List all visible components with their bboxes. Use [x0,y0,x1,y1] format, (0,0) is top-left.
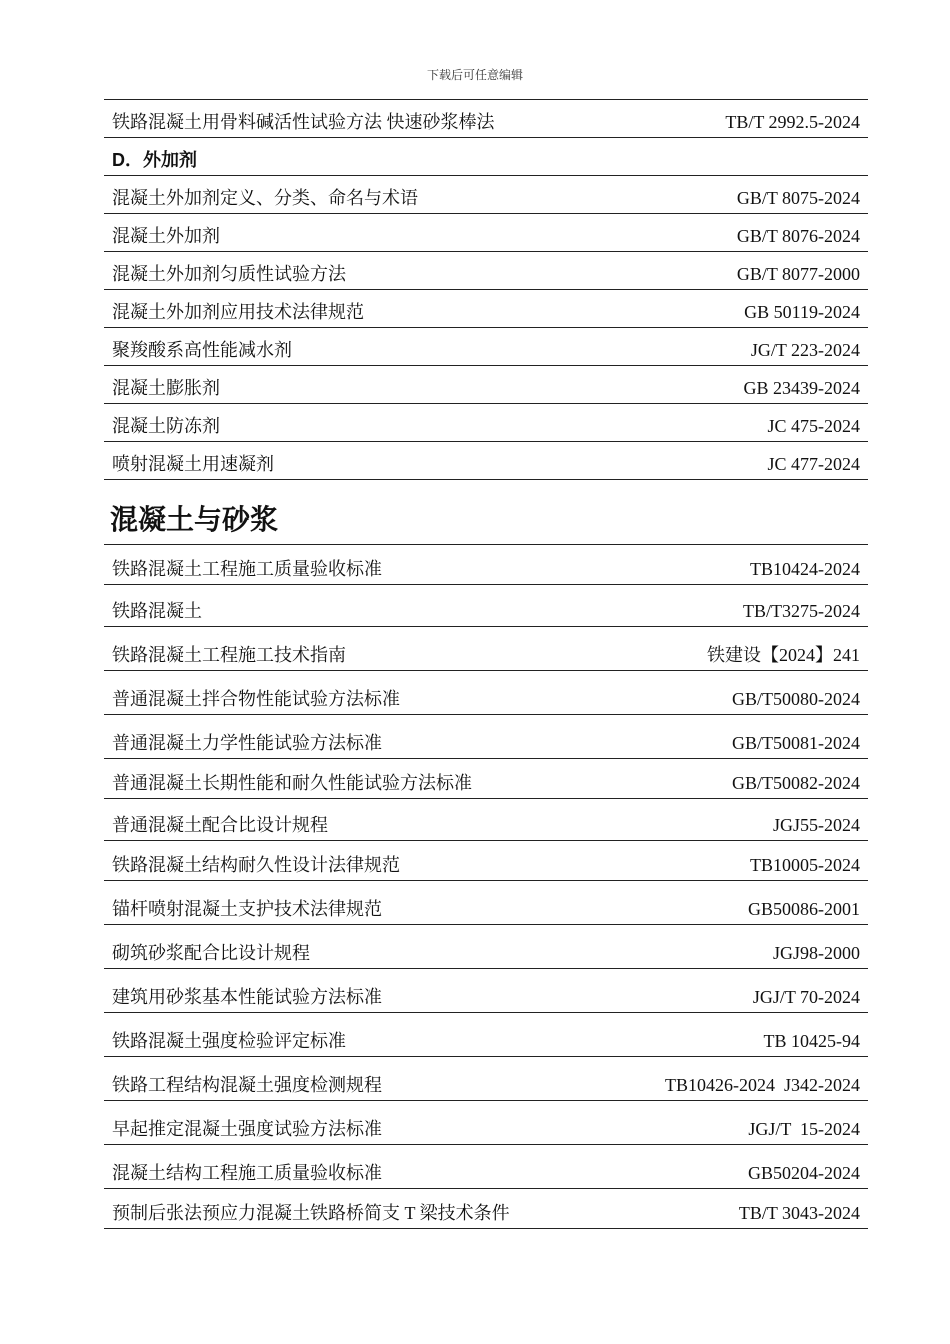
admixture-standards-table [104,99,868,480]
table-row [104,1145,868,1189]
standard-code: TB/T3275-2024 [743,601,860,621]
standard-name: 混凝土外加剂 [112,226,220,246]
table-row [104,969,868,1013]
standard-name: 建筑用砂浆基本性能试验方法标准 [112,987,382,1007]
table-row [104,925,868,969]
table-row [104,442,868,480]
standard-name: 喷射混凝土用速凝剂 [112,454,274,474]
table-row [104,759,868,799]
standard-name: 铁路混凝土工程施工技术指南 [112,645,346,665]
subsection-heading: D．外加剂 [112,150,197,170]
standard-name: 普通混凝土配合比设计规程 [112,815,328,835]
table-row [104,100,868,138]
standard-code: GB/T 8077-2000 [736,264,860,284]
standard-code: TB10005-2024 [750,855,860,875]
table-row [104,799,868,841]
standard-name: 铁路混凝土结构耐久性设计法律规范 [112,855,400,875]
table-row [104,1057,868,1101]
standard-name: 混凝土外加剂匀质性试验方法 [112,264,346,284]
standard-name: 混凝土外加剂应用技术法律规范 [112,302,364,322]
standard-code: GB/T50081-2024 [732,733,860,753]
standard-name: 混凝土膨胀剂 [112,378,220,398]
standard-name: 铁路混凝土强度检验评定标准 [112,1031,346,1051]
standard-code: JG/T 223-2024 [750,340,860,360]
standard-name: 预制后张法预应力混凝土铁路桥简支 T 梁技术条件 [112,1203,510,1223]
standard-code: JGJ/T 15-2024 [748,1119,860,1139]
standard-code: 铁建设【2024】241 [707,645,860,665]
standard-code: GB/T 8076-2024 [736,226,860,246]
standard-code: GB 23439-2024 [743,378,860,398]
table-row [104,545,868,585]
standard-code: GB 50119-2024 [744,302,860,322]
page-header: 下载后可任意编辑 [426,68,523,82]
standard-name: 砌筑砂浆配合比设计规程 [112,943,310,963]
table-row [104,1101,868,1145]
standard-code: TB10426-2024 J342-2024 [665,1075,860,1095]
table-row [104,841,868,881]
standard-name: 混凝土结构工程施工质量验收标准 [112,1163,382,1183]
standard-code: JGJ55-2024 [772,815,860,835]
standard-name: 锚杆喷射混凝土支护技术法律规范 [112,899,382,919]
standard-code: JC 475-2024 [767,416,860,436]
standard-name: 铁路混凝土 [112,601,202,621]
standard-name: 铁路工程结构混凝土强度检测规程 [112,1075,382,1095]
table-row [104,715,868,759]
standard-name: 早起推定混凝土强度试验方法标准 [112,1119,382,1139]
standard-code: GB/T 8075-2024 [736,188,860,208]
table-row [104,671,868,715]
standard-name: 聚羧酸系高性能减水剂 [112,340,292,360]
section-title: 混凝土与砂浆 [110,503,279,536]
standard-code: GB/T50082-2024 [732,773,860,793]
standard-name: 混凝土防冻剂 [112,416,220,436]
table-row [104,366,868,404]
table-row [104,404,868,442]
standard-name: 普通混凝土拌合物性能试验方法标准 [112,689,400,709]
table-row [104,585,868,627]
standard-name: 铁路混凝土用骨料碱活性试验方法 快速砂浆棒法 [112,112,495,132]
standard-code: JGJ/T 70-2024 [752,987,860,1007]
table-row [104,176,868,214]
table-row [104,252,868,290]
standard-code: GB/T50080-2024 [732,689,860,709]
standard-code: TB/T 2992.5-2024 [725,112,860,132]
concrete-mortar-standards-table [104,544,868,1229]
standard-name: 普通混凝土长期性能和耐久性能试验方法标准 [112,773,472,793]
standard-name: 混凝土外加剂定义、分类、命名与术语 [112,188,418,208]
subsection-heading-row [104,138,868,176]
standard-name: 普通混凝土力学性能试验方法标准 [112,733,382,753]
table-row [104,328,868,366]
table-row [104,1013,868,1057]
table-row [104,627,868,671]
standard-code: GB50204-2024 [748,1163,860,1183]
standard-code: TB 10425-94 [763,1031,860,1051]
standard-code: TB10424-2024 [750,559,860,579]
standard-code: JGJ98-2000 [772,943,860,963]
table-row [104,214,868,252]
table-row [104,1189,868,1229]
standard-code: JC 477-2024 [767,454,860,474]
table-row [104,881,868,925]
table-row [104,290,868,328]
standard-code: GB50086-2001 [748,899,860,919]
standard-name: 铁路混凝土工程施工质量验收标准 [112,559,382,579]
standard-code: TB/T 3043-2024 [738,1203,860,1223]
